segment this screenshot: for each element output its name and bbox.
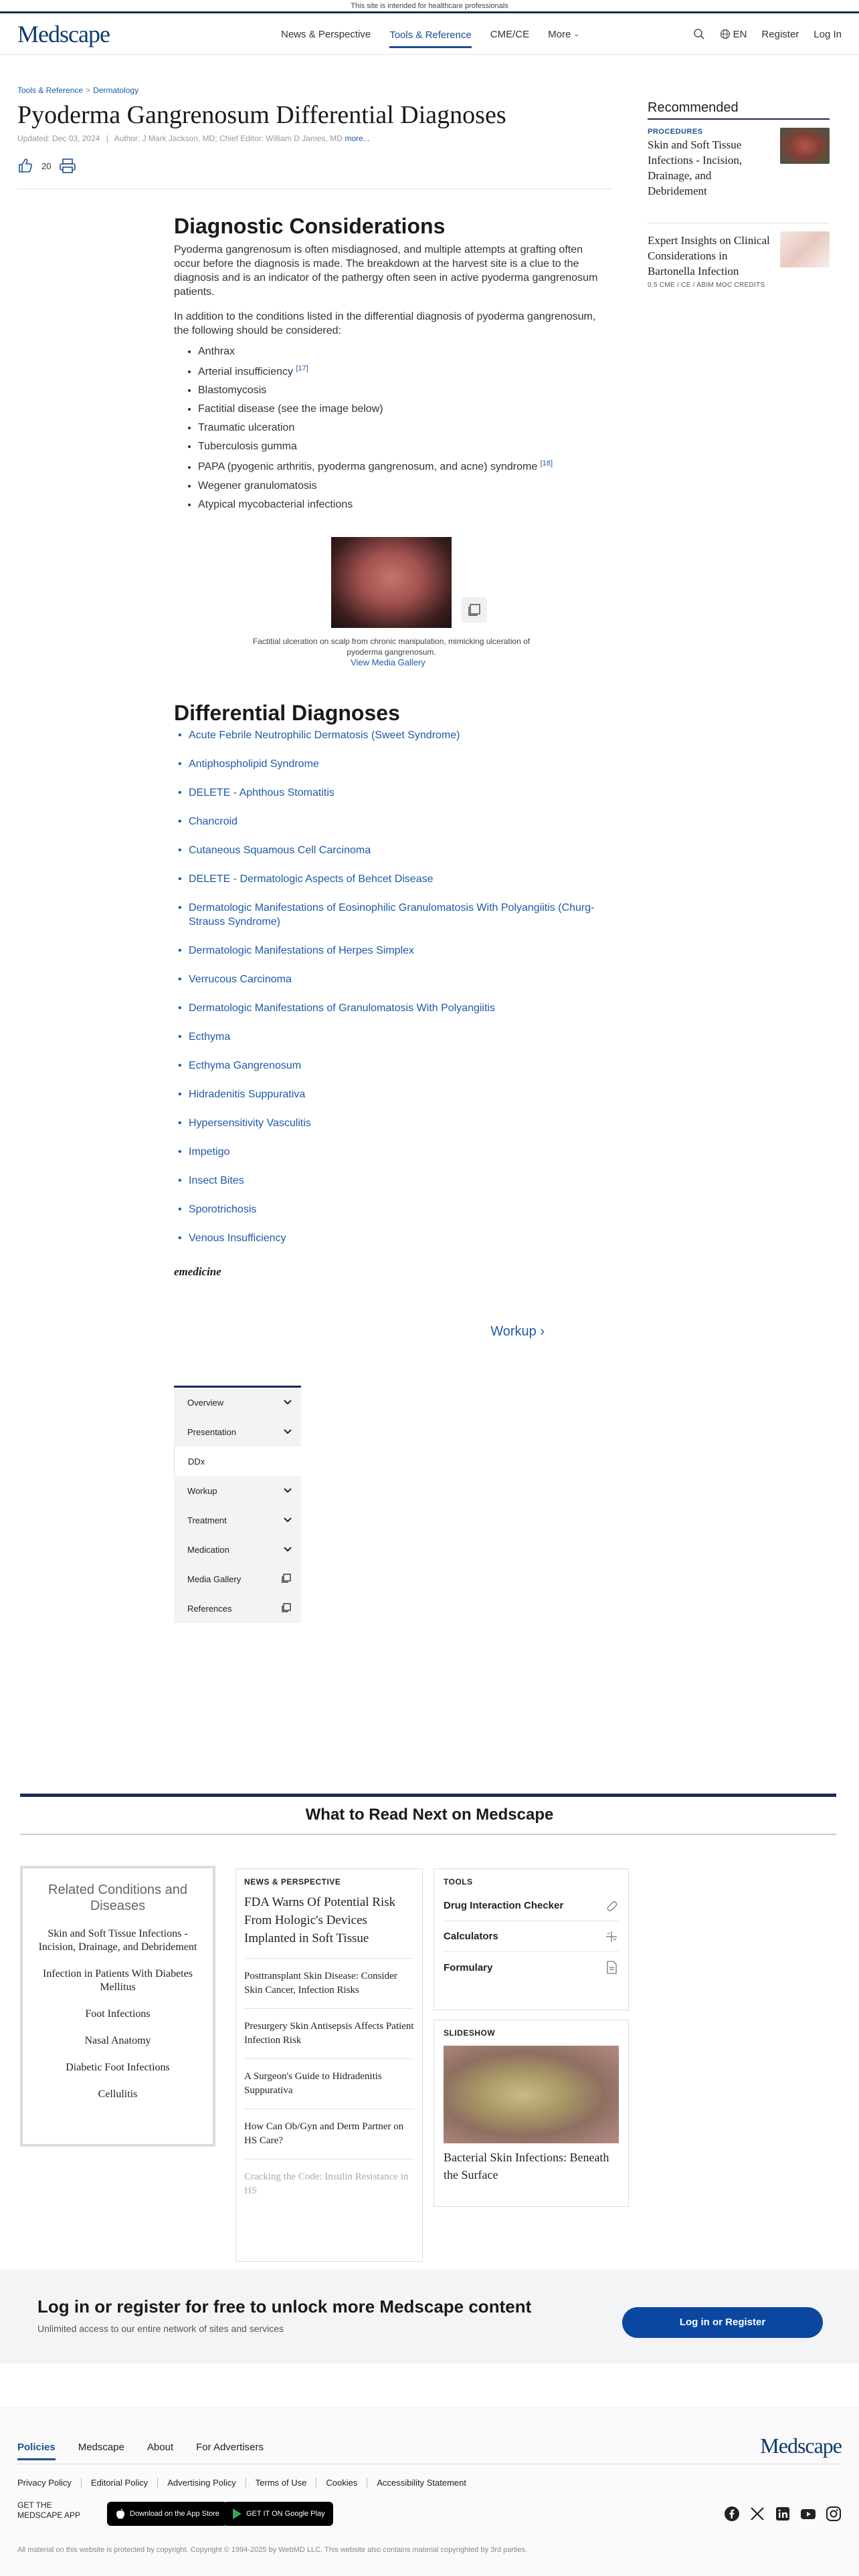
section-nav-label: References (187, 1603, 232, 1614)
article-tools (17, 158, 76, 174)
linkedin-icon[interactable] (775, 2506, 791, 2522)
register-link[interactable]: Register (761, 28, 799, 40)
consideration-item (198, 441, 602, 453)
login-promo (0, 2270, 859, 2363)
consideration-text: Traumatic ulceration (198, 422, 295, 434)
related-title: Related Conditions and Diseases (48, 1883, 187, 1913)
section-nav-label: Presentation (187, 1426, 236, 1437)
pill-icon (604, 1899, 619, 1913)
recommended-item[interactable] (648, 128, 830, 199)
app-label: GET THE MEDSCAPE APP (17, 2500, 81, 2520)
promo-subtext: Unlimited access to our entire network of sites and services (37, 2323, 284, 2334)
tools-box (434, 1868, 629, 2010)
promo-heading: Log in or register for free to unlock more Medscape content (37, 2296, 532, 2317)
consideration-item (198, 422, 602, 434)
ddx-link[interactable]: • Ecthyma Gangrenosum (189, 1059, 602, 1073)
chevron-down-icon (284, 1427, 292, 1436)
considerations-list (174, 346, 602, 511)
footer-link[interactable]: Terms of Use (246, 2478, 317, 2488)
news-item[interactable]: How Can Ob/Gyn and Derm Partner on HS Care? (244, 2109, 414, 2159)
section-nav (174, 1386, 301, 1623)
print-icon[interactable] (59, 158, 76, 174)
expand-image-button[interactable] (462, 597, 487, 623)
main-nav (281, 13, 579, 55)
scalp-ulceration-image[interactable] (331, 537, 452, 628)
section-nav-label: Overview (187, 1397, 224, 1408)
social-links (724, 2506, 842, 2522)
footer-tab-advertisers[interactable]: For Advertisers (196, 2442, 264, 2453)
language-selector[interactable] (720, 29, 747, 40)
section-nav-item-medication[interactable] (174, 1535, 301, 1564)
login-link[interactable]: Log In (814, 28, 842, 40)
consideration-item (198, 385, 602, 397)
site-footer (0, 2407, 859, 2576)
related-item[interactable]: Infection in Patients With Diabetes Mellitus (43, 1968, 193, 1993)
footer-tab-medscape[interactable]: Medscape (78, 2442, 124, 2453)
nav-tools-reference[interactable]: Tools & Reference (389, 24, 472, 48)
footer-links (17, 2478, 476, 2488)
ddx-list (174, 728, 602, 1245)
facebook-icon[interactable] (724, 2506, 740, 2522)
consideration-item (198, 346, 602, 358)
gallery-icon (462, 597, 487, 623)
slideshow-image[interactable] (444, 2046, 619, 2143)
tool-label: Formulary (444, 1961, 493, 1973)
news-list (244, 1959, 414, 2159)
consideration-item (198, 459, 602, 473)
section-nav-item-presentation[interactable] (174, 1417, 301, 1446)
news-lead[interactable]: FDA Warns Of Potential Risk From Hologic's Devices Implanted in Soft Tissue (244, 1893, 414, 1959)
recommended-kicker: PROCEDURES (648, 128, 703, 136)
author-line: Author: J Mark Jackson, MD; Chief Editor: William D James, MD (114, 134, 343, 143)
news-item[interactable]: Posttransplant Skin Disease: Consider Skin Cancer, Infection Risks (244, 1959, 414, 2009)
search-icon[interactable] (693, 28, 705, 40)
recommended-rail (648, 100, 830, 289)
ddx-link[interactable]: • Sporotrichosis (189, 1202, 602, 1216)
like-count: 20 (41, 160, 52, 171)
article-body (174, 214, 602, 1339)
view-media-gallery-link[interactable]: View Media Gallery (351, 657, 425, 667)
slideshow-title[interactable]: Bacterial Skin Infections: Beneath the Surface (444, 2151, 609, 2181)
read-next-title: What to Read Next on Medscape (305, 1806, 554, 1824)
breadcrumb-tools-reference[interactable]: Tools & Reference (17, 86, 84, 95)
chevron-down-icon (284, 1545, 292, 1554)
footer-tab-policies[interactable]: Policies (17, 2442, 56, 2460)
chevron-down-icon (284, 1398, 292, 1407)
calculator-icon (604, 1929, 619, 1944)
footer-link[interactable]: Editorial Policy (82, 2478, 158, 2488)
section-nav-label: Medication (187, 1544, 229, 1555)
medscape-logo[interactable]: Medscape (17, 20, 110, 47)
section-nav-label: Workup (187, 1485, 217, 1496)
thumbs-up-icon[interactable] (17, 158, 33, 174)
reference-link[interactable]: [17] (296, 364, 308, 372)
tool-formulary[interactable] (444, 1952, 619, 1983)
footer-tabs (17, 2442, 264, 2460)
copyright: All material on this website is protected by copyright. Copyright © 1994-2025 by WebMD LLC. This website also contains material copyrighted by 3rd parties. (17, 2546, 528, 2554)
ddx-link[interactable]: • Dermatologic Manifestations of Eosinophilic Granulomatosis With Polyangiitis (Churg-Strauss Syndrome) (189, 901, 602, 929)
header-actions (693, 13, 842, 55)
recommended-item-title[interactable]: Expert Insights on Clinical Considerations in Bartonella Infection (648, 234, 770, 278)
ddx-link[interactable]: • Dermatologic Manifestations of Herpes Simplex (189, 944, 602, 958)
google-play-label: GET IT ON Google Play (246, 2510, 325, 2518)
consideration-text: PAPA (pyogenic arthritis, pyoderma gangrenosum, and acne) syndrome (198, 461, 541, 473)
related-conditions (20, 1866, 215, 2147)
chevron-down-icon (284, 1515, 292, 1525)
slideshow-card[interactable] (434, 2020, 629, 2207)
ddx-link[interactable]: • Ecthyma (189, 1030, 602, 1044)
footer-logo[interactable]: Medscape (760, 2434, 842, 2458)
breadcrumb-dermatology[interactable]: Dermatology (93, 86, 139, 95)
ddx-link[interactable]: • Hypersensitivity Vasculitis (189, 1116, 602, 1130)
chevron-right-icon: › (540, 1324, 545, 1339)
tool-calculators[interactable] (444, 1921, 619, 1952)
section-nav-label: DDx (188, 1456, 205, 1467)
next-section-link[interactable] (490, 1324, 545, 1339)
app-store-badge[interactable] (107, 2502, 227, 2526)
recommended-credits: 0.5 CME / CE / ABIM MOC CREDITS (648, 282, 765, 289)
breadcrumb-separator: > (86, 86, 91, 95)
chevron-down-icon: ⌄ (573, 30, 579, 38)
updated-date: Updated: Dec 03, 2024 (17, 134, 100, 143)
youtube-icon[interactable] (800, 2506, 816, 2522)
page-title: Pyoderma Gangrenosum Differential Diagnoses (17, 101, 506, 129)
recommended-item[interactable] (648, 223, 830, 289)
consideration-item (198, 480, 602, 492)
recommended-thumbnail[interactable] (780, 231, 830, 267)
ddx-link[interactable]: • DELETE - Dermatologic Aspects of Behcet Disease (189, 872, 602, 886)
section-nav-item-overview[interactable] (174, 1388, 301, 1417)
related-item[interactable]: Cellulitis (98, 2088, 138, 2100)
footer-link[interactable]: Advertising Policy (158, 2478, 246, 2488)
chevron-down-icon (284, 1486, 292, 1495)
section-nav-label: Media Gallery (187, 1574, 242, 1584)
footer-tab-about[interactable]: About (147, 2442, 174, 2453)
section-title-differential-diagnoses: Differential Diagnoses (174, 701, 400, 725)
breadcrumb (17, 86, 138, 95)
ddx-link[interactable]: • Hidradenitis Suppurativa (189, 1087, 602, 1101)
gallery-icon (281, 1573, 292, 1586)
differential-diagnoses (174, 701, 602, 1260)
reference-link[interactable]: [18] (540, 459, 553, 468)
section-nav-label: Treatment (187, 1515, 227, 1525)
news-item[interactable]: Cracking the Code: Insulin Resistance in HS (244, 2171, 409, 2196)
paragraph: Pyoderma gangrenosum is often misdiagnosed, and multiple attempts at grafting often occur before the diagnosis is made. The breakdown at the harvest site is a clue to the diagnosis and is an indicator of the pathergy often seen in active pyoderma gangrenosum patients. (174, 244, 598, 298)
play-icon (231, 2508, 242, 2520)
related-item[interactable]: Nasal Anatomy (84, 2035, 151, 2046)
nav-more[interactable] (548, 13, 579, 55)
paragraph: In addition to the conditions listed in the differential diagnosis of pyoderma gangrenosum, the following should be considered: (174, 311, 596, 336)
related-list (33, 1927, 202, 2101)
recommended-title: Recommended (648, 100, 830, 120)
news-column (235, 1868, 423, 2262)
ddx-link[interactable]: • Acute Febrile Neutrophilic Dermatosis (Sweet Syndrome) (189, 728, 602, 742)
article-meta: Updated: Dec 03, 2024 | Author: J Mark Jackson, MD; Chief Editor: William D James, MD more... (17, 134, 370, 143)
tool-drug-interaction-checker[interactable] (444, 1891, 619, 1921)
consideration-text: Wegener granulomatosis (198, 479, 317, 492)
tools-kicker: TOOLS (444, 1877, 473, 1887)
consideration-item (198, 403, 602, 415)
ddx-link[interactable]: • Venous Insufficiency (189, 1231, 602, 1245)
footer-link[interactable]: Privacy Policy (17, 2478, 82, 2488)
language-label: EN (733, 28, 747, 40)
ddx-link[interactable]: • Verrucous Carcinoma (189, 972, 602, 986)
ddx-link[interactable]: • Chancroid (189, 815, 602, 829)
consideration-text: Tuberculosis gumma (198, 441, 297, 453)
instagram-icon[interactable] (826, 2506, 842, 2522)
consideration-item (198, 499, 602, 511)
footer-link[interactable]: Accessibility Statement (377, 2478, 467, 2488)
related-item[interactable]: Foot Infections (85, 2008, 151, 2020)
divider (20, 1794, 836, 1797)
news-item[interactable]: A Surgeon's Guide to Hidradenitis Suppurativa (244, 2059, 414, 2109)
news-kicker: NEWS & PERSPECTIVE (244, 1877, 341, 1887)
divider (20, 1834, 836, 1835)
consideration-item (198, 364, 602, 378)
ddx-link[interactable]: • Antiphospholipid Syndrome (189, 757, 602, 771)
ddx-link[interactable]: • Insect Bites (189, 1174, 602, 1188)
ddx-link[interactable]: • Cutaneous Squamous Cell Carcinoma (189, 843, 602, 857)
next-section-label: Workup (490, 1324, 537, 1339)
slideshow-kicker: SLIDESHOW (444, 2028, 496, 2038)
consideration-text: Anthrax (198, 346, 235, 357)
document-icon (604, 1960, 619, 1975)
section-nav-item-media-gallery[interactable] (174, 1564, 301, 1594)
tool-label: Drug Interaction Checker (444, 1900, 564, 1911)
related-item[interactable]: Skin and Soft Tissue Infections - Incision, Drainage, and Debridement (38, 1928, 197, 1953)
login-register-button[interactable]: Log in or Register (622, 2307, 823, 2338)
author-more-link[interactable]: more... (345, 134, 370, 143)
section-title-diagnostic-considerations: Diagnostic Considerations (174, 214, 446, 238)
recommended-item-title[interactable]: Skin and Soft Tissue Infections - Incision, Drainage, and Debridement (648, 138, 743, 197)
ddx-link[interactable]: • DELETE - Aphthous Stomatitis (189, 786, 602, 800)
consideration-text: Factitial disease (see the image below) (198, 403, 383, 415)
tool-label: Calculators (444, 1931, 498, 1942)
app-store-label: Download on the App Store (130, 2510, 219, 2518)
apple-icon (115, 2508, 126, 2520)
ddx-link[interactable]: • Impetigo (189, 1145, 602, 1159)
section-nav-item-references[interactable] (174, 1594, 301, 1623)
nav-more-label: More (548, 28, 571, 40)
consideration-text: Arterial insufficiency (198, 366, 296, 378)
ddx-link[interactable]: • Dermatologic Manifestations of Granulomatosis With Polyangiitis (189, 1001, 602, 1015)
nav-news[interactable]: News & Perspective (281, 28, 371, 40)
nav-cme[interactable]: CME/CE (490, 28, 530, 40)
figure-caption: Factitial ulceration on scalp from chronic manipulation, mimicking ulceration of pyoderma gangrenosum. (252, 637, 531, 657)
recommended-thumbnail[interactable] (780, 128, 830, 164)
section-nav-item-treatment[interactable] (174, 1505, 301, 1535)
footer-link[interactable]: Cookies (316, 2478, 367, 2488)
related-item[interactable]: Diabetic Foot Infections (66, 2062, 170, 2073)
consideration-text: Blastomycosis (198, 385, 267, 397)
x-icon[interactable] (749, 2506, 765, 2522)
site-header (0, 13, 859, 55)
healthcare-notice: This site is intended for healthcare professionals (0, 0, 859, 13)
gallery-icon (281, 1602, 292, 1615)
section-nav-item-workup[interactable] (174, 1476, 301, 1505)
emedicine-logo: emedicine (174, 1265, 221, 1278)
news-item[interactable]: Presurgery Skin Antisepsis Affects Patient Infection Risk (244, 2009, 414, 2059)
google-play-badge[interactable] (223, 2502, 333, 2526)
consideration-text: Atypical mycobacterial infections (198, 498, 353, 510)
globe-icon (720, 29, 731, 39)
section-nav-item-ddx[interactable] (174, 1446, 301, 1476)
